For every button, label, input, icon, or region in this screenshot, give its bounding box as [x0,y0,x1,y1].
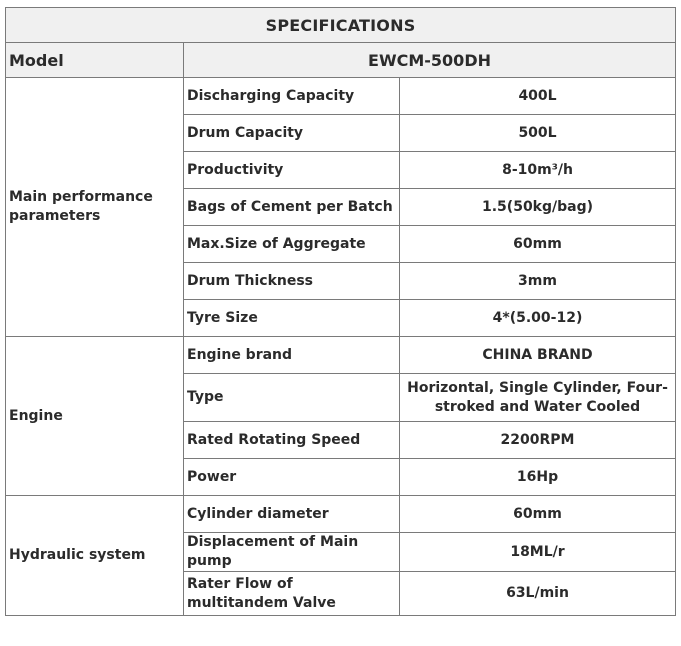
param-label: Productivity [184,152,400,189]
param-value: CHINA BRAND [400,337,676,374]
model-row [6,43,676,78]
param-label: Bags of Cement per Batch [184,189,400,226]
group-label-hydraulic-system: Hydraulic system [6,496,184,616]
model-label: Model [6,43,184,78]
param-label: Power [184,459,400,496]
param-value: 2200RPM [400,422,676,459]
table-row [6,496,676,533]
specifications-table [5,7,676,616]
param-label: Drum Thickness [184,263,400,300]
group-label-main-performance: Main performance parameters [6,78,184,337]
param-value: 1.5(50kg/bag) [400,189,676,226]
param-value: 16Hp [400,459,676,496]
model-value: EWCM-500DH [184,43,676,78]
param-label: Engine brand [184,337,400,374]
param-label: Discharging Capacity [184,78,400,115]
table-row [6,337,676,374]
param-label: Type [184,374,400,422]
param-value: 60mm [400,226,676,263]
param-label: Tyre Size [184,300,400,337]
param-value: 18ML/r [400,533,676,572]
group-label-engine: Engine [6,337,184,496]
param-label: Drum Capacity [184,115,400,152]
param-value: 60mm [400,496,676,533]
param-label: Displacement of Main pump [184,533,400,572]
param-value: 8-10m³/h [400,152,676,189]
param-value: 63L/min [400,572,676,616]
param-label: Max.Size of Aggregate [184,226,400,263]
param-value: 3mm [400,263,676,300]
param-value: Horizontal, Single Cylinder, Four-stroked and Water Cooled [400,374,676,422]
param-label: Rated Rotating Speed [184,422,400,459]
table-title: SPECIFICATIONS [6,8,676,43]
param-value: 500L [400,115,676,152]
param-label: Cylinder diameter [184,496,400,533]
param-value: 400L [400,78,676,115]
param-value: 4*(5.00-12) [400,300,676,337]
table-row [6,78,676,115]
param-label: Rater Flow of multitandem Valve [184,572,400,616]
title-row [6,8,676,43]
